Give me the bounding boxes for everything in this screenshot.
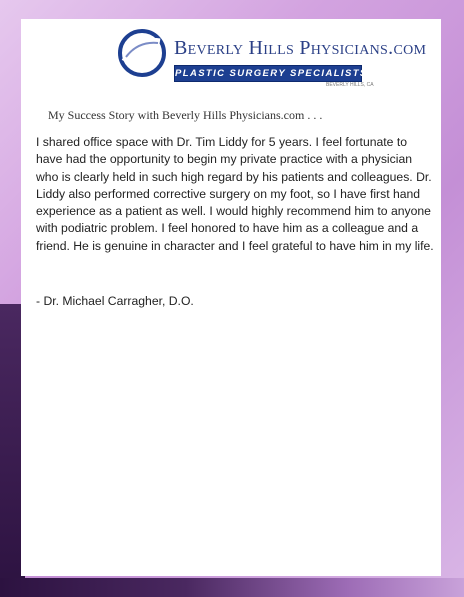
logo-swoosh-icon xyxy=(116,27,168,79)
logo-tagline: PLASTIC SURGERY SPECIALISTS xyxy=(174,65,362,82)
site-logo[interactable] xyxy=(116,27,427,89)
logo-wordmark: Beverly Hills Physicians.com xyxy=(174,37,427,59)
logo-small-text: BEVERLY HILLS, CA xyxy=(326,82,374,88)
story-body: I shared office space with Dr. Tim Liddy for 5 years. I feel fortunate to have had the opportunity to begin my private practice with a physician who is clearly held in such high regard by his patients and colleagues. Dr. Liddy also performed corrective surgery on my foot, so I have first hand experience as a patient as well. I would highly recommend him to anyone with podiatric problem. I feel honored to have him as a colleague and a friend. He is genuine in character and I feel grateful to have him in my life. xyxy=(36,135,434,253)
frame-dark-accent-bottom xyxy=(0,578,464,597)
story-card xyxy=(21,19,441,576)
story-signature: - Dr. Michael Carragher, D.O. xyxy=(36,294,194,308)
story-heading: My Success Story with Beverly Hills Physicians.com . . . xyxy=(48,108,323,122)
